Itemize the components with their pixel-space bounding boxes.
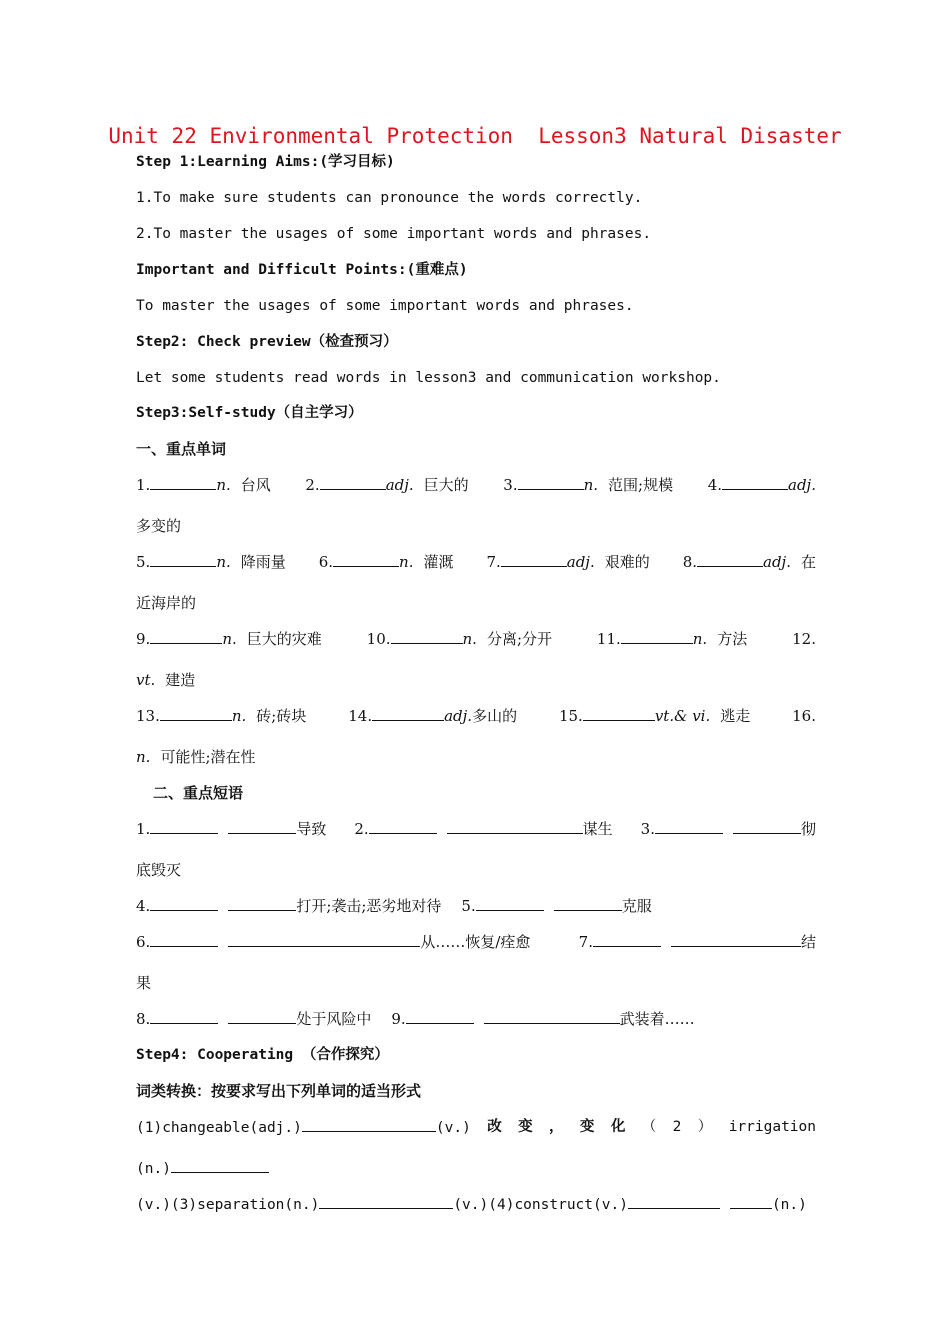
answer-blank[interactable] <box>733 819 801 834</box>
word-pos: adj. <box>444 707 473 725</box>
phrase-meaning: 克服 <box>621 897 652 915</box>
word-meaning: 台风 <box>240 476 271 494</box>
answer-blank[interactable] <box>501 552 567 567</box>
answer-blank[interactable] <box>655 819 723 834</box>
answer-blank[interactable] <box>150 475 216 490</box>
word-pos: n. <box>136 748 151 766</box>
answer-blank[interactable] <box>476 896 544 911</box>
q2-end-pos: (v.) <box>136 1197 171 1213</box>
phrase-meaning-part: 彻 <box>800 820 816 838</box>
answer-blank[interactable] <box>171 1158 269 1173</box>
phrases-heading: 二、重点短语 <box>153 784 244 802</box>
answer-blank[interactable] <box>320 475 386 490</box>
answer-blank[interactable] <box>333 552 399 567</box>
q2-open: （ <box>641 1119 657 1135</box>
word-item-11 <box>597 629 747 649</box>
phrase-num: 9. <box>391 1010 406 1028</box>
q1-meaning-char: 化 <box>610 1119 626 1135</box>
q2-pos: (n.) <box>136 1161 171 1177</box>
word-item-2 <box>305 475 468 495</box>
q2-num: 2 <box>672 1119 682 1135</box>
word-item-13 <box>136 706 306 726</box>
word-meaning: 逃走 <box>720 707 751 725</box>
aim-2: 2.To master the usages of some important words and phrases. <box>136 226 652 242</box>
q1-pos: (v.) <box>435 1120 471 1136</box>
answer-blank[interactable] <box>150 629 222 644</box>
words-heading: 一、重点单词 <box>136 440 227 458</box>
q1-meaning-char: 变 <box>579 1119 595 1135</box>
word-num: 14. <box>348 707 373 725</box>
words-row-4 <box>136 706 816 726</box>
answer-blank[interactable] <box>554 896 622 911</box>
words-row-2 <box>136 552 816 572</box>
answer-blank[interactable] <box>228 819 296 834</box>
word-pos: n. <box>216 476 231 494</box>
word-meaning: 范围;规模 <box>608 476 674 494</box>
word-num: 8. <box>682 553 697 571</box>
answer-blank[interactable] <box>302 1117 436 1132</box>
word-meaning: 多山的 <box>472 707 518 725</box>
q4-pos: (n.) <box>771 1197 807 1213</box>
word-num: 7. <box>486 553 501 571</box>
phrases-row-2 <box>136 896 816 916</box>
q3-word: (3)separation(n.) <box>170 1197 320 1213</box>
word-meaning: 降雨量 <box>240 553 286 571</box>
q1-meaning-char: 改 <box>487 1119 502 1135</box>
answer-blank[interactable] <box>447 819 583 834</box>
word-pos: n. <box>399 553 414 571</box>
answer-blank[interactable] <box>372 706 444 721</box>
phrase-item-1 <box>136 819 326 839</box>
words-row-1 <box>136 475 816 495</box>
answer-blank[interactable] <box>150 1009 218 1024</box>
points-heading: Important and Difficult Points:(重难点) <box>136 262 468 278</box>
phrases-row-3 <box>136 932 816 952</box>
q1-meaning-char: ， <box>549 1119 564 1135</box>
phrase-3-cont: 底毁灭 <box>136 861 182 879</box>
word-pos: n. <box>462 630 477 648</box>
answer-blank[interactable] <box>583 706 655 721</box>
word-pos: n. <box>216 553 231 571</box>
word-item-1 <box>136 475 271 495</box>
answer-blank[interactable] <box>228 932 420 947</box>
word-4-meaning: 多变的 <box>136 517 182 535</box>
word-meaning: 灌溉 <box>423 553 454 571</box>
word-num: 15. <box>558 707 583 725</box>
word-meaning: 砖;砖块 <box>256 707 307 725</box>
word-num: 11. <box>596 630 621 648</box>
answer-blank[interactable] <box>150 552 216 567</box>
phrase-num: 7. <box>578 933 593 951</box>
word-pos: vt.& vi. <box>654 707 711 725</box>
word-meaning-part: 在 <box>800 553 816 571</box>
phrase-item-7 <box>579 932 816 952</box>
phrase-num: 1. <box>136 820 151 838</box>
answer-blank[interactable] <box>150 896 218 911</box>
word-num: 10. <box>366 630 391 648</box>
answer-blank[interactable] <box>518 475 584 490</box>
phrases-row-1 <box>136 819 816 839</box>
word-pos: n. <box>222 630 237 648</box>
conversion-row-2 <box>136 1194 816 1215</box>
word-pos: adj. <box>763 553 791 571</box>
word-8-meaning-cont: 近海岸的 <box>136 594 197 612</box>
phrase-meaning: 从……恢复/痊愈 <box>420 933 531 951</box>
word-pos: n. <box>583 476 599 494</box>
step4-subheading: 词类转换：按要求写出下列单词的适当形式 <box>136 1082 422 1100</box>
word-12-cont <box>136 670 816 690</box>
word-meaning: 巨大的灾难 <box>246 630 322 648</box>
word-item-10 <box>367 629 552 649</box>
word-item-12-num: 12. <box>792 630 816 648</box>
answer-blank[interactable] <box>150 932 218 947</box>
word-meaning: 巨大的 <box>423 476 469 494</box>
page-title: Unit 22 Environmental Protection Lesson3 Natural Disaster <box>108 124 842 148</box>
word-num: 9. <box>136 630 151 648</box>
step4-heading: Step4: Cooperating （合作探究） <box>136 1047 389 1063</box>
answer-blank[interactable] <box>593 932 661 947</box>
conversion-row-1 <box>136 1117 816 1138</box>
q1 <box>136 1117 471 1138</box>
word-num: 6. <box>318 553 334 571</box>
word-pos: vt. <box>136 671 156 689</box>
answer-blank[interactable] <box>730 1194 772 1209</box>
word-item-15 <box>559 706 750 726</box>
answer-blank[interactable] <box>628 1194 720 1209</box>
answer-blank[interactable] <box>150 819 218 834</box>
q3-pos: (v.) <box>453 1197 489 1213</box>
phrase-meaning: 导致 <box>296 820 327 838</box>
word-meaning: 方法 <box>717 630 748 648</box>
step2-text: Let some students read words in lesson3 and communication workshop. <box>136 370 721 386</box>
word-num: 2. <box>305 476 320 494</box>
phrase-meaning: 处于风险中 <box>296 1010 372 1028</box>
answer-blank[interactable] <box>722 475 788 490</box>
q1-meaning-char: 变 <box>518 1119 533 1135</box>
phrase-item-6 <box>136 932 530 952</box>
word-item-3 <box>503 475 673 495</box>
phrase-num: 8. <box>136 1010 151 1028</box>
phrase-meaning: 谋生 <box>582 820 613 838</box>
q2-close: ） <box>697 1119 713 1135</box>
answer-blank[interactable] <box>671 932 801 947</box>
phrase-7-cont: 果 <box>136 974 152 992</box>
phrase-item-3 <box>641 819 816 839</box>
word-meaning: 分离;分开 <box>486 630 553 648</box>
word-item-16-num: 16. <box>792 707 816 725</box>
word-pos: adj. <box>788 476 816 494</box>
answer-blank[interactable] <box>160 706 232 721</box>
phrase-meaning-part: 结 <box>800 933 816 951</box>
answer-blank[interactable] <box>697 552 763 567</box>
word-item-14 <box>348 706 517 726</box>
phrase-item-2 <box>354 819 612 839</box>
phrase-meaning: 打开;袭击;恶劣地对待 <box>296 897 442 915</box>
word-16-cont <box>136 747 816 767</box>
answer-blank[interactable] <box>621 629 693 644</box>
answer-blank[interactable] <box>391 629 463 644</box>
answer-blank[interactable] <box>484 1009 620 1024</box>
word-item-6 <box>319 552 454 572</box>
phrases-row-4 <box>136 1009 816 1029</box>
step3-heading: Step3:Self-study（自主学习） <box>136 405 363 421</box>
word-num: 3. <box>503 476 518 494</box>
word-num: 13. <box>136 707 160 725</box>
phrase-num: 3. <box>640 820 655 838</box>
points-text: To master the usages of some important words and phrases. <box>136 298 634 314</box>
phrase-meaning: 武装着…… <box>619 1010 695 1028</box>
q4-word: (4)construct(v.) <box>488 1197 628 1213</box>
word-meaning: 艰难的 <box>604 553 650 571</box>
word-pos: n. <box>692 630 708 648</box>
word-num: 1. <box>136 476 151 494</box>
word-meaning: 建造 <box>165 671 196 689</box>
word-num: 4. <box>707 476 723 494</box>
word-item-7 <box>486 552 649 572</box>
answer-blank[interactable] <box>369 819 437 834</box>
q1-word: (1)changeable(adj.) <box>136 1120 302 1136</box>
word-pos: adj. <box>385 476 414 494</box>
word-item-5 <box>136 552 286 572</box>
word-pos: n. <box>231 707 247 725</box>
word-pos: adj. <box>566 553 595 571</box>
conversion-row-1-cont <box>136 1158 816 1179</box>
answer-blank[interactable] <box>228 1009 296 1024</box>
answer-blank[interactable] <box>406 1009 474 1024</box>
word-item-9 <box>136 629 322 649</box>
words-row-3 <box>136 629 816 649</box>
phrase-num: 5. <box>461 897 476 915</box>
q2-word: irrigation <box>728 1119 816 1135</box>
phrase-num: 2. <box>354 820 369 838</box>
phrase-num: 6. <box>136 933 151 951</box>
word-item-4 <box>708 475 816 495</box>
phrase-num: 4. <box>136 897 151 915</box>
answer-blank[interactable] <box>319 1194 453 1209</box>
word-meaning: 可能性;潜在性 <box>160 748 256 766</box>
step2-heading: Step2: Check preview（检查预习） <box>136 334 398 350</box>
word-item-8 <box>683 552 816 572</box>
word-num: 5. <box>136 553 151 571</box>
answer-blank[interactable] <box>228 896 296 911</box>
step1-heading: Step 1:Learning Aims:(学习目标) <box>136 154 395 170</box>
aim-1: 1.To make sure students can pronounce the words correctly. <box>136 190 643 206</box>
